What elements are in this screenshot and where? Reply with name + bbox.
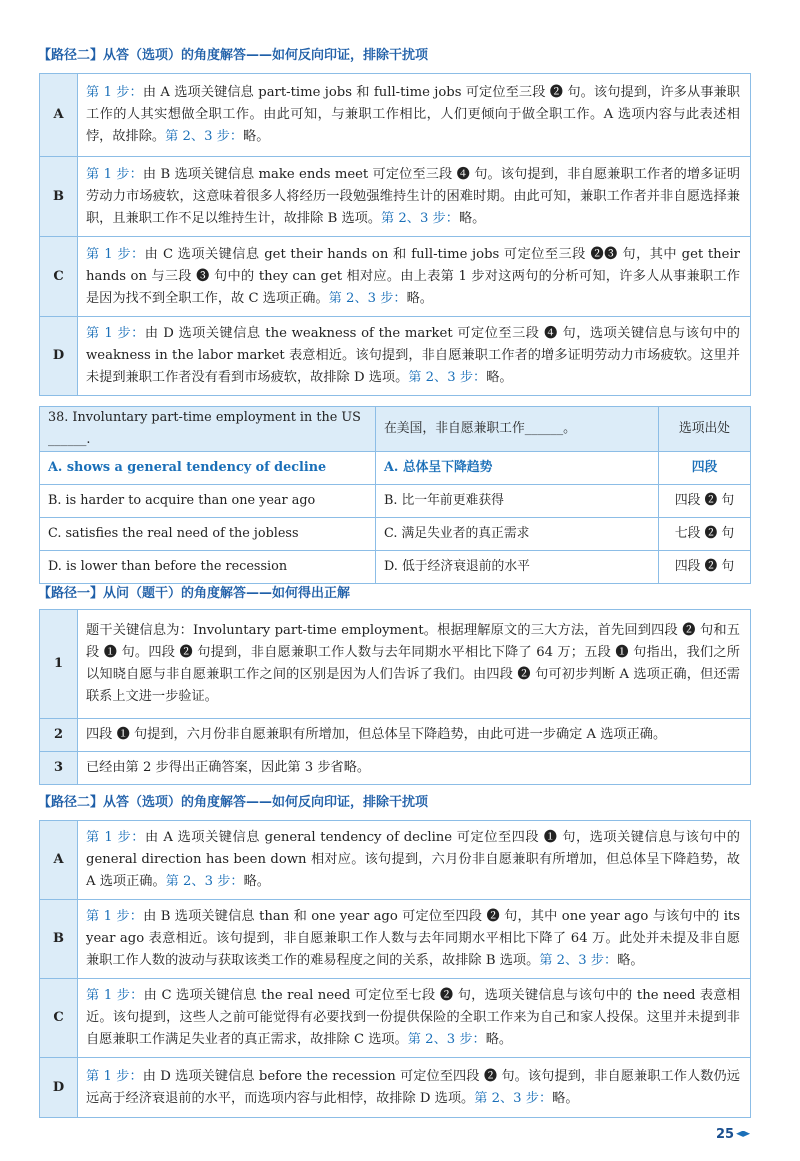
options-analysis-table-1	[39, 73, 751, 396]
option-analysis: 第 1 步：由 B 选项关键信息 than 和 one year ago 可定位至四段 ❷ 句，其中 one year ago 与该句中的 its year ago 表意相近。该句提到，非自愿兼职工作人数与去年同期水平相比下降了 64 万。此处并未提及非自愿兼职工作人数的波动与获取该类工作的难易程度之间的关系，故排除 B 选项。第 2、3 步：略。	[78, 900, 751, 979]
step-analysis: 题干关键信息为：Involuntary part-time employment。根据理解原文的三大方法，首先回到四段 ❷ 句和五段 ❶ 句。四段 ❷ 句提到，非自愿兼职工作人数与去年同期水平相比下降了 64 万；五段 ❶ 句指出，我们之所以知晓自愿与非自愿兼职工作之间的区别是因为人们告诉了我们。由四段 ❷ 句可初步判断 A 选项正确，但还需联系上文进一步验证。	[78, 610, 751, 719]
section-title-path1: 【路径一】从问（题干）的角度解答——如何得出正解	[38, 586, 351, 601]
section-title-path2-bottom: 【路径二】从答（选项）的角度解答——如何反向印证，排除干扰项	[38, 795, 429, 810]
graduation-cap-icon	[736, 1131, 750, 1139]
option-label: B	[40, 900, 78, 979]
option-label: A	[40, 821, 78, 900]
table-row	[40, 452, 751, 485]
table-row	[40, 237, 751, 317]
step-number: 1	[40, 610, 78, 719]
option-en: D. is lower than before the recession	[40, 551, 376, 584]
options-analysis-table-2	[39, 820, 751, 1118]
option-analysis: 第 1 步：由 D 选项关键信息 the weakness of the market 可定位至三段 ❹ 句，选项关键信息与该句中的 weakness in the labor market 表意相近。该句提到，非自愿兼职工作者的增多证明劳动力市场疲软。这里并未提到兼职工作者没有看到市场疲软，故排除 D 选项。第 2、3 步：略。	[78, 317, 751, 396]
step-number: 2	[40, 719, 78, 752]
table-row	[40, 551, 751, 584]
option-label: D	[40, 317, 78, 396]
option-zh: C. 满足失业者的真正需求	[376, 518, 659, 551]
question-stem-zh: 在美国，非自愿兼职工作______。	[376, 407, 659, 452]
option-zh: D. 低于经济衰退前的水平	[376, 551, 659, 584]
option-zh: B. 比一年前更难获得	[376, 485, 659, 518]
table-row	[40, 900, 751, 979]
step-number: 3	[40, 752, 78, 785]
step-analysis: 四段 ❶ 句提到，六月份非自愿兼职有所增加，但总体呈下降趋势，由此可进一步确定 A 选项正确。	[78, 719, 751, 752]
option-en: B. is harder to acquire than one year ago	[40, 485, 376, 518]
table-row	[40, 317, 751, 396]
table-row	[40, 157, 751, 237]
option-label: A	[40, 74, 78, 157]
option-en: C. satisfies the real need of the jobless	[40, 518, 376, 551]
table-row	[40, 74, 751, 157]
option-label: D	[40, 1058, 78, 1118]
table-row	[40, 752, 751, 785]
option-label: B	[40, 157, 78, 237]
table-row	[40, 485, 751, 518]
table-row	[40, 979, 751, 1058]
option-zh: A. 总体呈下降趋势	[376, 452, 659, 485]
table-row	[40, 1058, 751, 1118]
option-source: 四段	[659, 452, 751, 485]
option-analysis: 第 1 步：由 C 选项关键信息 get their hands on 和 full-time jobs 可定位至三段 ❷❸ 句，其中 get their hands on 与三段 ❸ 句中的 they can get 相对应。由上表第 1 步对这两句的分析可知，许多人从事兼职工作是因为找不到全职工作，故 C 选项正确。第 2、3 步：略。	[78, 237, 751, 317]
option-en: A. shows a general tendency of decline	[40, 452, 376, 485]
table-row	[40, 821, 751, 900]
option-analysis: 第 1 步：由 A 选项关键信息 part-time jobs 和 full-time jobs 可定位至三段 ❷ 句。该句提到，许多从事兼职工作的人其实想做全职工作。由此可知，与兼职工作相比，人们更倾向于做全职工作。A 选项内容与此表述相悖，故排除。第 2、3 步：略。	[78, 74, 751, 157]
table-row	[40, 719, 751, 752]
question-38-table	[39, 406, 751, 584]
option-analysis: 第 1 步：由 B 选项关键信息 make ends meet 可定位至三段 ❹ 句。该句提到，非自愿兼职工作者的增多证明劳动力市场疲软，这意味着很多人将经历一段勉强维持生计的困难时期。由此可知，兼职工作者并非自愿选择兼职，且兼职工作不足以维持生计，故排除 B 选项。第 2、3 步：略。	[78, 157, 751, 237]
option-analysis: 第 1 步：由 A 选项关键信息 general tendency of decline 可定位至四段 ❶ 句，选项关键信息与该句中的 general direction has been down 相对应。该句提到，六月份非自愿兼职有所增加，但总体呈下降趋势，故 A 选项正确。第 2、3 步：略。	[78, 821, 751, 900]
section-title-path2-top: 【路径二】从答（选项）的角度解答——如何反向印证，排除干扰项	[38, 48, 429, 63]
question-stem-en: 38. Involuntary part-time employment in the US ______.	[40, 407, 376, 452]
stem-analysis-table	[39, 609, 751, 785]
option-source: 七段 ❷ 句	[659, 518, 751, 551]
option-label: C	[40, 237, 78, 317]
option-source: 四段 ❷ 句	[659, 485, 751, 518]
source-header: 选项出处	[659, 407, 751, 452]
option-analysis: 第 1 步：由 C 选项关键信息 the real need 可定位至七段 ❷ 句，选项关键信息与该句中的 the need 表意相近。该句提到，这些人之前可能觉得有必要找到一份提供保险的全职工作来为自己和家人投保。这里并未提到非自愿兼职工作满足失业者的真正需求，故排除 C 选项。第 2、3 步：略。	[78, 979, 751, 1058]
table-row	[40, 518, 751, 551]
step-analysis: 已经由第 2 步得出正确答案，因此第 3 步省略。	[78, 752, 751, 785]
table-row	[40, 610, 751, 719]
option-label: C	[40, 979, 78, 1058]
option-analysis: 第 1 步：由 D 选项关键信息 before the recession 可定位至四段 ❷ 句。该句提到，非自愿兼职工作人数仍远远高于经济衰退前的水平，而选项内容与此相悖，故排除 D 选项。第 2、3 步：略。	[78, 1058, 751, 1118]
page-number: 25	[716, 1124, 750, 1146]
table-row	[40, 407, 751, 452]
option-source: 四段 ❷ 句	[659, 551, 751, 584]
